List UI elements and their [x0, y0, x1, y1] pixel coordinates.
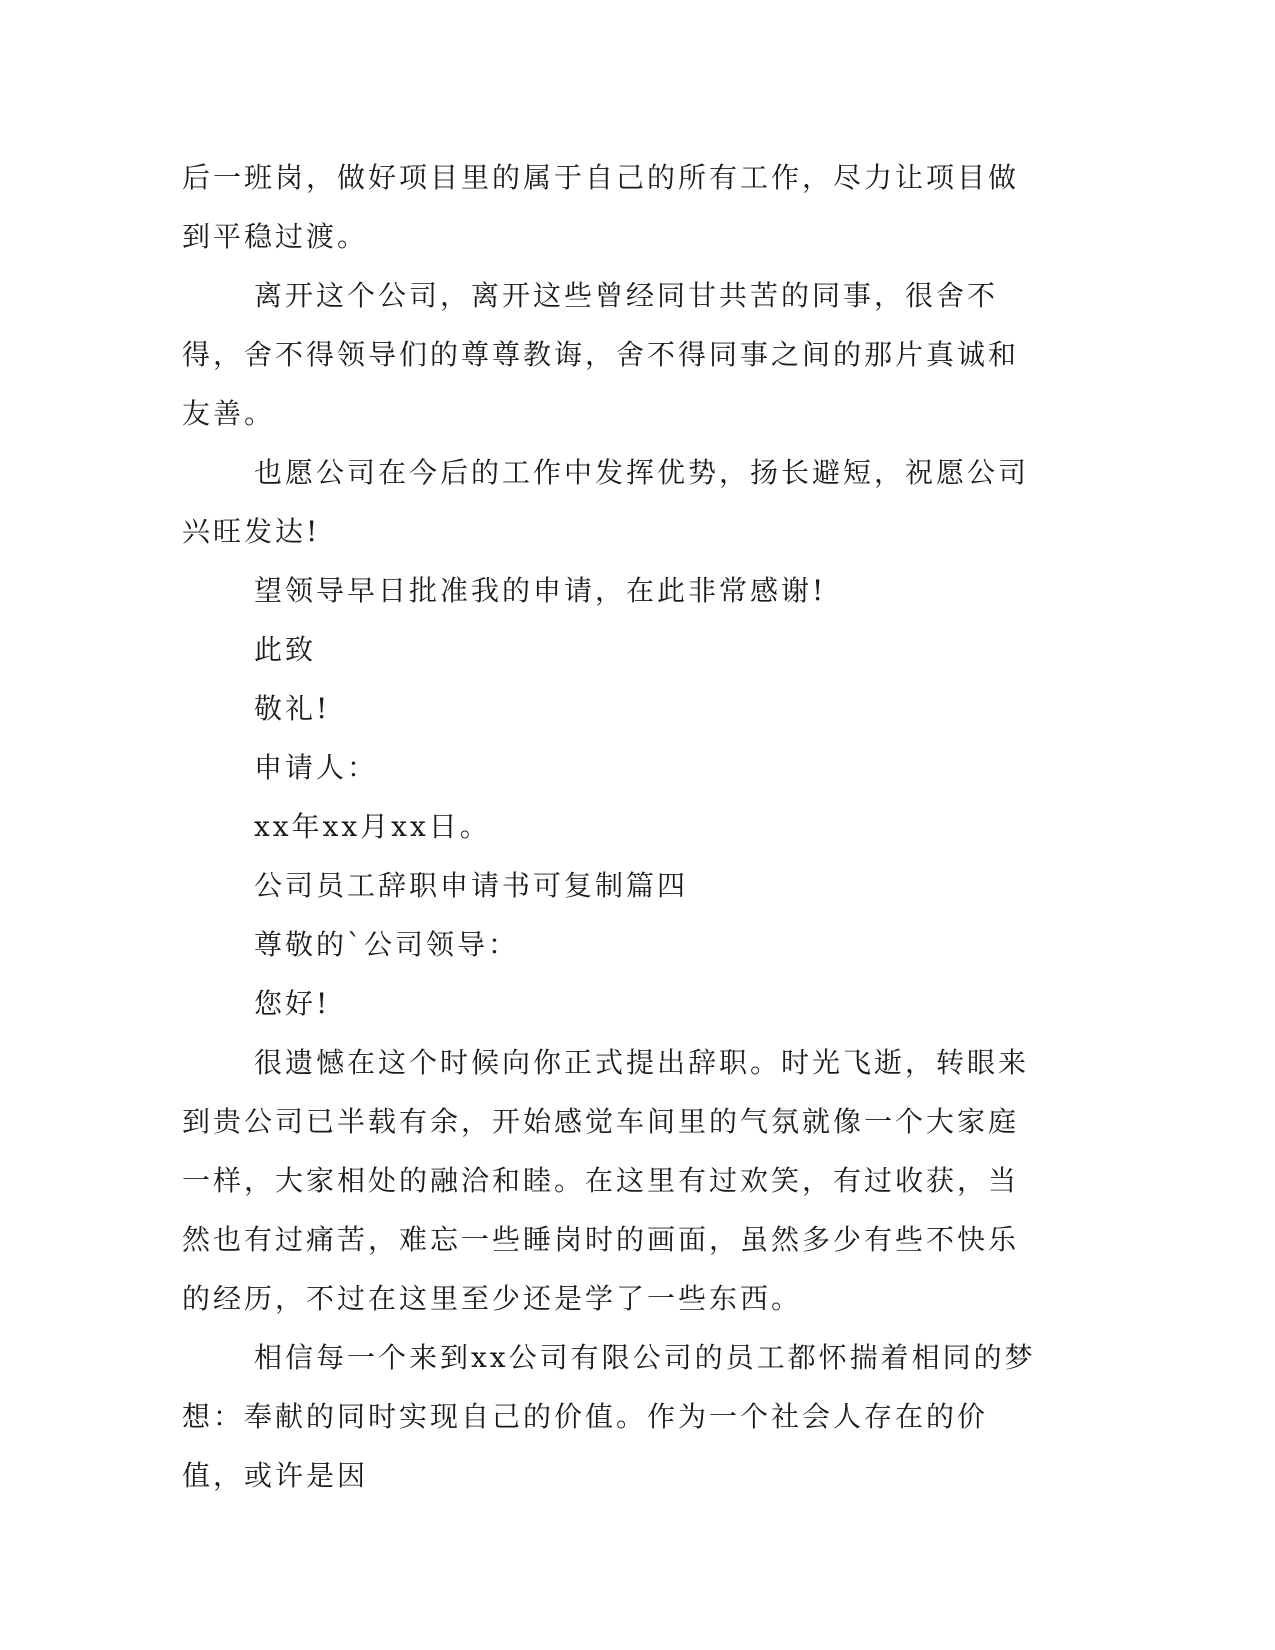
paragraph-wishes: 也愿公司在今后的工作中发挥优势，扬长避短，祝愿公司兴旺发达!: [182, 456, 1030, 548]
document-body: [182, 148, 1042, 1505]
greeting-hello: 您好!: [254, 987, 331, 1020]
paragraph-dream: 相信每一个来到xx公司有限公司的员工都怀揣着相同的梦想：奉献的同时实现自己的价值。作为一个社会人存在的价值，或许是因: [182, 1341, 1036, 1492]
section-heading: 公司员工辞职申请书可复制篇四: [254, 869, 689, 902]
closing-salutation: 此致: [254, 633, 317, 666]
date-line: xx年xx月xx日。: [254, 810, 491, 843]
paragraph-continuation: 后一班岗，做好项目里的属于自己的所有工作，尽力让项目做到平稳过渡。: [182, 161, 1020, 253]
closing-regards: 敬礼!: [254, 692, 331, 725]
applicant-label: 申请人：: [254, 751, 379, 784]
greeting-recipient: 尊敬的`公司领导：: [254, 928, 520, 961]
paragraph-request-approval: 望领导早日批准我的申请，在此非常感谢!: [254, 574, 827, 607]
paragraph-resignation: 很遗憾在这个时候向你正式提出辞职。时光飞逝，转眼来到贵公司已半载有余，开始感觉车间里的气氛就像一个大家庭一样，大家相处的融洽和睦。在这里有过欢笑，有过收获，当然也有过痛苦，难忘一些睡岗时的画面，虽然多少有些不快乐的经历，不过在这里至少还是学了一些东西。: [182, 1046, 1030, 1315]
paragraph-leaving-company: 离开这个公司，离开这些曾经同甘共苦的同事，很舍不得，舍不得领导们的尊尊教诲，舍不得同事之间的那片真诚和友善。: [182, 279, 1020, 430]
